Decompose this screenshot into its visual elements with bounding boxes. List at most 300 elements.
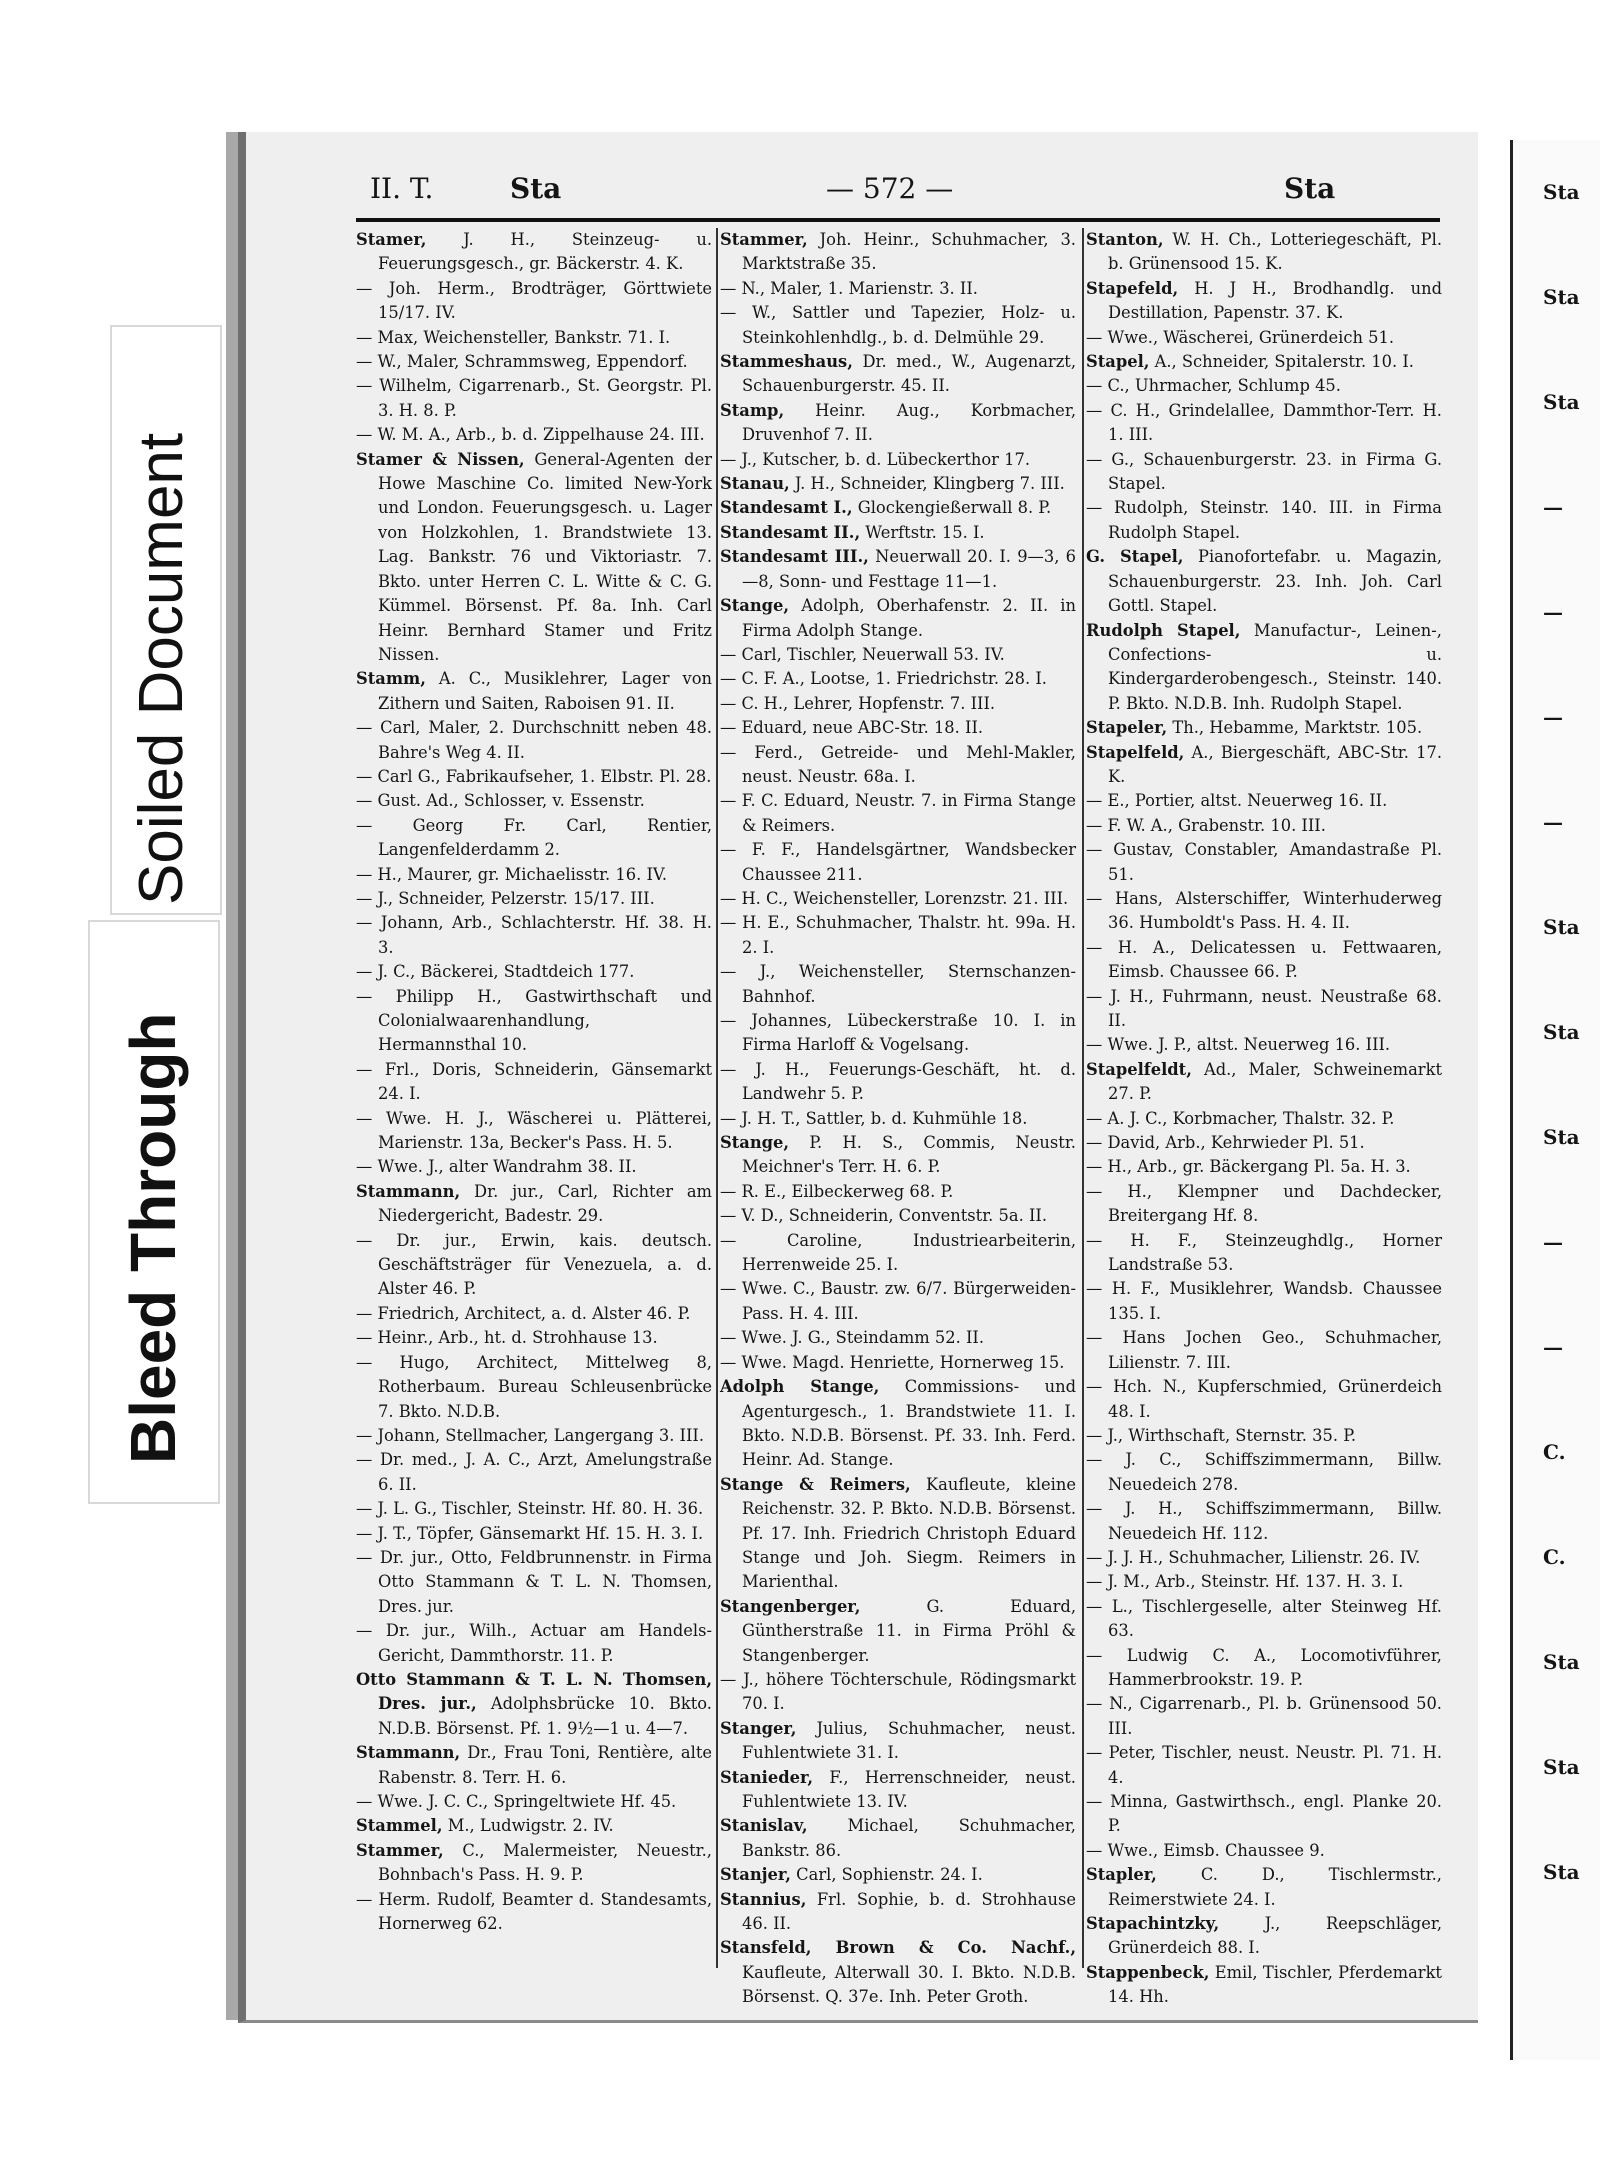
entry-head: Stammeshaus,: [720, 352, 853, 372]
entry-text: J. H., Schneider, Klingberg 7. III.: [794, 474, 1065, 494]
entry-head: Stange,: [720, 1133, 790, 1153]
entry-head: Stannius,: [720, 1889, 807, 1909]
directory-entry: [1086, 1595, 1442, 1644]
edge-fragment: —: [1543, 1230, 1563, 1254]
directory-entry: [356, 887, 712, 911]
edge-fragment: C.: [1543, 1545, 1566, 1569]
entry-text: — J., Schneider, Pelzerstr. 15/17. III.: [356, 888, 655, 908]
directory-entry: [1086, 1644, 1442, 1693]
entry-text: — Wwe. J. G., Steindamm 52. II.: [720, 1328, 984, 1348]
directory-entry: [720, 887, 1076, 911]
directory-entry: [356, 1790, 712, 1814]
directory-entry: [720, 594, 1076, 643]
directory-entry: [356, 1888, 712, 1937]
entry-text: Th., Hebamme, Marktstr. 105.: [1172, 718, 1423, 738]
directory-entry: [720, 667, 1076, 691]
entry-text: — Carl G., Fabrikaufseher, 1. Elbstr. Pl. 28.: [356, 766, 712, 786]
entry-text: Joh. Heinr., Schuhmacher, 3. Marktstraße 35.: [742, 230, 1076, 274]
entry-text: Manufactur-, Leinen-, Confections- u. Kindergarderobengesch., Steinstr. 140. P. Bkto. N.D.B. Inh. Rudolph Stapel.: [1108, 620, 1442, 713]
entry-text: — Wwe. H. J., Wäscherei u. Plätterei, Marienstr. 13a, Becker's Pass. H. 5.: [356, 1108, 712, 1153]
entry-head: Stammel,: [356, 1816, 443, 1836]
directory-entry: [720, 277, 1076, 301]
directory-entry: [720, 1473, 1076, 1595]
entry-head: Stansfeld, Brown & Co. Nachf.,: [720, 1938, 1076, 1958]
column-3: [1086, 228, 1442, 2010]
entry-text: — N., Maler, 1. Marienstr. 3. II.: [720, 278, 978, 298]
directory-entry: [720, 692, 1076, 716]
entry-text: C. D., Tischlermstr., Reimerstwiete 24. I.: [1108, 1865, 1442, 1909]
entry-head: Stamm,: [356, 669, 426, 689]
entry-head: Stammer,: [356, 1840, 444, 1860]
directory-entry: [720, 350, 1076, 399]
directory-entry: [1086, 496, 1442, 545]
directory-entry: [356, 863, 712, 887]
entry-text: Pianofortefabr. u. Magazin, Schauenburgerstr. 23. Inh. Joh. Carl Gottl. Stapel.: [1108, 547, 1442, 616]
entry-head: Standesamt I.,: [720, 498, 853, 518]
bleed-through-stamp: [88, 920, 220, 1504]
entry-head: Stamer,: [356, 230, 427, 249]
entry-text: — A. J. C., Korbmacher, Thalstr. 32. P.: [1086, 1108, 1395, 1128]
directory-entry: [720, 1277, 1076, 1326]
edge-fragment: —: [1543, 1335, 1563, 1359]
entry-text: — C. F. A., Lootse, 1. Friedrichstr. 28. I.: [720, 669, 1047, 689]
entry-text: Frl. Sophie, b. d. Strohhause 46. II.: [742, 1889, 1076, 1934]
section-label: II. T.: [370, 172, 434, 205]
edge-fragment: —: [1543, 600, 1563, 624]
directory-entry: [720, 1131, 1076, 1180]
directory-entry: [356, 423, 712, 447]
directory-entry: [356, 911, 712, 960]
directory-entry: [720, 1351, 1076, 1375]
entry-head: Stapeler,: [1086, 718, 1168, 738]
directory-entry: [1086, 789, 1442, 813]
entry-text: — J. H., Schiffszimmermann, Billw. Neuedeich Hf. 112.: [1086, 1499, 1442, 1543]
directory-entry: [720, 643, 1076, 667]
entry-text: — E., Portier, altst. Neuerweg 16. II.: [1086, 791, 1388, 811]
directory-entry: [1086, 814, 1442, 838]
entry-text: H. J H., Brodhandlg. und Destillation, Papenstr. 37. K.: [1108, 278, 1442, 323]
entry-text: Adolph, Oberhafenstr. 2. II. in Firma Adolph Stange.: [742, 596, 1076, 640]
header-rule: [356, 218, 1440, 222]
entry-head: Stanieder,: [720, 1767, 814, 1787]
entry-text: — Frl., Doris, Schneiderin, Gänsemarkt 24. I.: [356, 1059, 712, 1104]
entry-text: — Wwe. J. P., altst. Neuerweg 16. III.: [1086, 1035, 1391, 1055]
entry-text: — Johann, Stellmacher, Langergang 3. III.: [356, 1425, 705, 1445]
entry-text: — H. C., Weichensteller, Lorenzstr. 21. III.: [720, 888, 1069, 908]
entry-text: — C. H., Lehrer, Hopfenstr. 7. III.: [720, 693, 996, 713]
entry-text: — Johann, Arb., Schlachterstr. Hf. 38. H. 3.: [356, 913, 712, 957]
edge-fragment: Sta: [1543, 1860, 1580, 1884]
directory-entry: [720, 1888, 1076, 1937]
directory-entry: [720, 1936, 1076, 2009]
directory-entry: [1086, 1155, 1442, 1179]
directory-entry: [720, 789, 1076, 838]
directory-entry: [720, 1229, 1076, 1278]
entry-text: — Wwe. C., Baustr. zw. 6/7. Bürgerweiden-Pass. H. 4. III.: [720, 1279, 1076, 1323]
entry-text: — R. E., Eilbeckerweg 68. P.: [720, 1181, 954, 1201]
entry-text: — W. M. A., Arb., b. d. Zippelhause 24. III.: [356, 425, 705, 445]
entry-text: Neuerwall 20. I. 9—3, 6—8, Sonn- und Festtage 11—1.: [742, 547, 1076, 591]
directory-entry: [1086, 936, 1442, 985]
entry-text: — Herm. Rudolf, Beamter d. Standesamts, Hornerweg 62.: [356, 1889, 712, 1934]
entry-text: — Georg Fr. Carl, Rentier, Langenfelderdamm 2.: [356, 815, 712, 860]
directory-entry: [720, 1668, 1076, 1717]
entry-text: Adolphsbrücke 10. Bkto. N.D.B. Börsenst. Pf. 1. 9½—1 u. 4—7.: [378, 1694, 712, 1738]
entry-text: — J. C., Bäckerei, Stadtdeich 177.: [356, 962, 635, 982]
entry-text: — Ferd., Getreide- und Mehl-Makler, neust. Neustr. 68a. I.: [720, 742, 1076, 786]
entry-text: — Carl, Maler, 2. Durchschnitt neben 48. Bahre's Weg 4. II.: [356, 718, 712, 762]
entry-head: Stanton,: [1086, 230, 1164, 249]
entry-text: — W., Maler, Schrammsweg, Eppendorf.: [356, 352, 688, 372]
entry-text: — Dr. jur., Otto, Feldbrunnenstr. in Firma Otto Stammann & T. L. N. Thomsen, Dres. jur.: [356, 1547, 712, 1616]
entry-head: Stammann,: [356, 1181, 461, 1201]
directory-entry: [356, 1668, 712, 1741]
entry-text: — Max, Weichensteller, Bankstr. 71. I.: [356, 327, 671, 347]
entry-text: — Heinr., Arb., ht. d. Strohhause 13.: [356, 1328, 658, 1348]
edge-fragment: Sta: [1543, 180, 1580, 204]
entry-text: — H. A., Delicatessen u. Fettwaaren, Eimsb. Chaussee 66. P.: [1086, 937, 1442, 982]
entry-text: — Carl, Tischler, Neuerwall 53. IV.: [720, 644, 1005, 664]
directory-entry: [356, 1326, 712, 1350]
directory-entry: [1086, 448, 1442, 497]
entry-text: — H. F., Musiklehrer, Wandsb. Chaussee 135. I.: [1086, 1279, 1442, 1323]
directory-entry: [1086, 887, 1442, 936]
entry-text: — Joh. Herm., Brodträger, Görttwiete 15/17. IV.: [356, 278, 712, 323]
entry-text: — Hch. N., Kupferschmied, Grünerdeich 48. I.: [1086, 1377, 1442, 1421]
directory-entry: [720, 1326, 1076, 1350]
directory-entry: [1086, 1497, 1442, 1546]
directory-entry: [720, 1863, 1076, 1887]
edge-fragment: Sta: [1543, 1125, 1580, 1149]
entry-text: — Ludwig C. A., Locomotivführer, Hammerbrookstr. 19. P.: [1086, 1645, 1442, 1689]
directory-entry: [720, 521, 1076, 545]
entry-head: Stapefeld,: [1086, 278, 1179, 298]
directory-entry: [356, 960, 712, 984]
directory-entry: [720, 838, 1076, 887]
directory-entry: [1086, 1570, 1442, 1594]
entry-text: Werftstr. 15. I.: [865, 522, 985, 542]
entry-text: — V. D., Schneiderin, Conventstr. 5a. II.: [720, 1206, 1047, 1226]
edge-fragment: —: [1543, 705, 1563, 729]
entry-text: — J. H. T., Sattler, b. d. Kuhmühle 18.: [720, 1108, 1028, 1128]
entry-text: — Peter, Tischler, neust. Neustr. Pl. 71. H. 4.: [1086, 1743, 1442, 1787]
directory-entry: [356, 448, 712, 668]
entry-text: — Johannes, Lübeckerstraße 10. I. in Firma Harloff & Vogelsang.: [720, 1011, 1076, 1055]
directory-entry: [356, 326, 712, 350]
directory-entry: [720, 1595, 1076, 1668]
entry-text: A. C., Musiklehrer, Lager von Zithern und Saiten, Raboisen 91. II.: [378, 669, 712, 713]
entry-text: — N., Cigarrenarb., Pl. b. Grünensood 50. III.: [1086, 1694, 1442, 1738]
entry-text: P. H. S., Commis, Neustr. Meichner's Terr. H. 6. P.: [742, 1133, 1076, 1177]
directory-entry: [1086, 1033, 1442, 1057]
entry-text: C., Malermeister, Neuestr., Bohnbach's Pass. H. 9. P.: [378, 1840, 712, 1885]
directory-entry: [1086, 1692, 1442, 1741]
directory-entry: [720, 1814, 1076, 1863]
entry-text: — Gust. Ad., Schlosser, v. Essenstr.: [356, 791, 645, 811]
entry-head: Stapel,: [1086, 352, 1150, 372]
entry-text: Dr., Frau Toni, Rentière, alte Rabenstr. 8. Terr. H. 6.: [378, 1743, 712, 1787]
entry-text: — J. T., Töpfer, Gänsemarkt Hf. 15. H. 3. I.: [356, 1523, 704, 1543]
directory-entry: [356, 1546, 712, 1619]
directory-entry: [1086, 1790, 1442, 1839]
directory-entry: [720, 399, 1076, 448]
directory-entry: [1086, 1546, 1442, 1570]
entry-text: — H. F., Steinzeughdlg., Horner Landstraße 53.: [1086, 1230, 1442, 1275]
directory-entry: [356, 765, 712, 789]
entry-head: Standesamt III.,: [720, 547, 869, 567]
entry-head: Standesamt II.,: [720, 522, 861, 542]
column-separator: [1082, 228, 1084, 1968]
directory-entry: [720, 960, 1076, 1009]
entry-head: Stange & Reimers,: [720, 1474, 911, 1494]
edge-fragment: Sta: [1543, 390, 1580, 414]
bleed-through-text: Bleed Through: [117, 1012, 189, 1464]
entry-head: Stapachintzky,: [1086, 1914, 1220, 1934]
edge-fragment: C.: [1543, 1440, 1566, 1464]
entry-text: J., Reepschläger, Grünerdeich 88. I.: [1108, 1914, 1442, 1958]
entry-text: Ad., Maler, Schweinemarkt 27. P.: [1108, 1059, 1442, 1104]
directory-entry: [720, 1107, 1076, 1131]
entry-text: — F. C. Eduard, Neustr. 7. in Firma Stange & Reimers.: [720, 791, 1076, 835]
directory-entry: [720, 1766, 1076, 1815]
directory-entry: [720, 1204, 1076, 1228]
directory-entry: [356, 1058, 712, 1107]
entry-text: G. Eduard, Güntherstraße 11. in Firma Pröhl & Stangenberger.: [742, 1596, 1076, 1665]
entry-text: Heinr. Aug., Korbmacher, Druvenhof 7. II.: [742, 400, 1076, 445]
entry-text: Emil, Tischler, Pferdemarkt 14. Hh.: [1108, 1962, 1442, 2007]
entry-head: Stamer & Nissen,: [356, 449, 525, 469]
entry-text: — J. J. H., Schuhmacher, Lilienstr. 26. IV.: [1086, 1547, 1421, 1567]
entry-text: — G., Schauenburgerstr. 23. in Firma G. Stapel.: [1086, 449, 1442, 494]
entry-head: Stapelfeldt,: [1086, 1059, 1192, 1079]
directory-entry: [356, 1155, 712, 1179]
directory-entry: [1086, 1058, 1442, 1107]
directory-entry: [1086, 716, 1442, 740]
entry-head: Otto Stammann & T. L. N. Thomsen, Dres. jur.,: [356, 1669, 712, 1714]
directory-entry: [720, 228, 1076, 277]
column-2: [720, 228, 1076, 2010]
page-number: — 572 —: [826, 172, 954, 205]
directory-entry: [1086, 1375, 1442, 1424]
entry-text: — H. E., Schuhmacher, Thalstr. ht. 99a. H. 2. I.: [720, 913, 1076, 957]
directory-entry: [720, 301, 1076, 350]
column-separator: [716, 228, 718, 1968]
entry-text: — Hans Jochen Geo., Schuhmacher, Lilienstr. 7. III.: [1086, 1328, 1442, 1372]
entry-text: — J., Wirthschaft, Sternstr. 35. P.: [1086, 1425, 1357, 1445]
directory-entry: [1086, 1107, 1442, 1131]
directory-entry: [1086, 741, 1442, 790]
directory-entry: [1086, 545, 1442, 618]
directory-entry: [356, 1814, 712, 1838]
edge-fragment: Sta: [1543, 1755, 1580, 1779]
directory-entry: [356, 1522, 712, 1546]
directory-entry: [356, 277, 712, 326]
directory-entry: [1086, 985, 1442, 1034]
directory-entry: [356, 228, 712, 277]
directory-entry: [356, 667, 712, 716]
entry-text: Glockengießerwall 8. P.: [857, 498, 1052, 518]
entry-head: G. Stapel,: [1086, 547, 1184, 567]
directory-entry: [1086, 1229, 1442, 1278]
entry-text: — J. L. G., Tischler, Steinstr. Hf. 80. H. 36.: [356, 1499, 704, 1519]
entry-text: — H., Klempner und Dachdecker, Breitergang Hf. 8.: [1086, 1181, 1442, 1226]
entry-text: — J., Weichensteller, Sternschanzen-Bahnhof.: [720, 962, 1076, 1006]
directory-entry: [356, 789, 712, 813]
entry-text: — F. W. A., Grabenstr. 10. III.: [1086, 815, 1326, 835]
entry-text: A., Biergeschäft, ABC-Str. 17. K.: [1108, 742, 1442, 786]
directory-entry: [1086, 1180, 1442, 1229]
entry-text: — J., höhere Töchterschule, Rödingsmarkt 70. I.: [720, 1669, 1076, 1714]
directory-entry: [356, 1424, 712, 1448]
entry-text: Dr. jur., Carl, Richter am Niedergericht, Badestr. 29.: [378, 1181, 712, 1226]
edge-fragment: Sta: [1543, 1650, 1580, 1674]
directory-entry: [1086, 1277, 1442, 1326]
directory-entry: [1086, 1863, 1442, 1912]
entry-head: Stamp,: [720, 400, 785, 420]
entry-text: General-Agenten der Howe Maschine Co. limited New-York und London. Feuerungsgesch. u. Lager von Holzkohlen, 1. Brandstwiete 13. Lag. Bankstr. 76 und Viktoriastr. 7. Bkto. unter Herren C. L. Witte & C. G. Kümmel. Börsenst. Pf. 8a. Inh. Carl Heinr. Bernhard Stamer und Fritz Nissen.: [378, 449, 712, 664]
entry-text: — Gustav, Constabler, Amandastraße Pl. 51.: [1086, 840, 1442, 884]
entry-text: — C., Uhrmacher, Schlump 45.: [1086, 376, 1341, 396]
soiled-document-stamp: [110, 325, 222, 915]
entry-text: — Friedrich, Architect, a. d. Alster 46. P.: [356, 1303, 691, 1323]
entry-text: — Hans, Alsterschiffer, Winterhuderweg 36. Humboldt's Pass. H. 4. II.: [1086, 888, 1442, 933]
entry-text: — J. M., Arb., Steinstr. Hf. 137. H. 3. I.: [1086, 1572, 1404, 1592]
entry-text: Michael, Schuhmacher, Bankstr. 86.: [742, 1816, 1076, 1860]
entry-text: Julius, Schuhmacher, neust. Fuhlentwiete 31. I.: [742, 1718, 1076, 1763]
directory-entry: [1086, 228, 1442, 277]
entry-head: Stangenberger,: [720, 1596, 861, 1616]
directory-page: [238, 132, 1478, 2023]
entry-text: Dr. med., W., Augenarzt, Schauenburgerstr. 45. II.: [742, 352, 1076, 396]
edge-fragment: Sta: [1543, 285, 1580, 309]
directory-entry: [720, 448, 1076, 472]
directory-entry: [720, 1058, 1076, 1107]
column-1: [356, 228, 712, 1936]
entry-text: — J. C., Schiffszimmermann, Billw. Neuedeich 278.: [1086, 1450, 1442, 1494]
directory-entry: [720, 545, 1076, 594]
entry-text: Kaufleute, Alterwall 30. I. Bkto. N.D.B. Börsenst. Q. 37e. Inh. Peter Groth.: [742, 1962, 1076, 2007]
directory-entry: [1086, 1424, 1442, 1448]
entry-text: Carl, Sophienstr. 24. I.: [796, 1865, 983, 1885]
entry-head: Stammann,: [356, 1743, 461, 1763]
entry-text: J. H., Steinzeug- u. Feuerungsgesch., gr. Bäckerstr. 4. K.: [378, 230, 712, 274]
entry-text: — J. H., Feuerungs-Geschäft, ht. d. Landwehr 5. P.: [720, 1059, 1076, 1104]
directory-entry: [356, 1302, 712, 1326]
entry-head: Stanger,: [720, 1718, 797, 1738]
entry-text: — H., Maurer, gr. Michaelisstr. 16. IV.: [356, 864, 667, 884]
entry-text: A., Schneider, Spitalerstr. 10. I.: [1154, 352, 1414, 372]
directory-entry: [1086, 1912, 1442, 1961]
entry-text: — David, Arb., Kehrwieder Pl. 51.: [1086, 1133, 1365, 1153]
directory-entry: [356, 814, 712, 863]
entry-head: Adolph Stange,: [720, 1377, 880, 1397]
entry-text: — Hugo, Architect, Mittelweg 8, Rotherbaum. Bureau Schleusenbrücke 7. Bkto. N.D.B.: [356, 1352, 712, 1421]
entry-head: Stanau,: [720, 474, 790, 494]
entry-text: Commissions- und Agenturgesch., 1. Brandstwiete 11. I. Bkto. N.D.B. Börsenst. Pf. 33. Inh. Ferd. Heinr. Ad. Stange.: [742, 1377, 1076, 1470]
entry-text: — C. H., Grindelallee, Dammthor-Terr. H. 1. III.: [1086, 400, 1442, 445]
page-header: [246, 172, 1478, 212]
entry-text: — Eduard, neue ABC-Str. 18. II.: [720, 718, 984, 738]
entry-head: Stanjer,: [720, 1865, 791, 1885]
directory-entry: [1086, 1741, 1442, 1790]
entry-text: — Philipp H., Gastwirthschaft und Colonialwaarenhandlung, Hermannsthal 10.: [356, 986, 712, 1055]
edge-fragment: Sta: [1543, 1020, 1580, 1044]
entry-head: Stapelfeld,: [1086, 742, 1185, 762]
entry-text: — Wwe., Wäscherei, Grünerdeich 51.: [1086, 327, 1394, 347]
directory-entry: [720, 1180, 1076, 1204]
entry-text: — Rudolph, Steinstr. 140. III. in Firma Rudolph Stapel.: [1086, 498, 1442, 542]
directory-entry: [356, 374, 712, 423]
entry-text: — Wwe. J. C. C., Springeltwiete Hf. 45.: [356, 1792, 677, 1811]
directory-entry: [356, 1497, 712, 1521]
entry-head: Stammer,: [720, 230, 808, 249]
entry-text: — H., Arb., gr. Bäckergang Pl. 5a. H. 3.: [1086, 1157, 1411, 1177]
entry-text: — L., Tischlergeselle, alter Steinweg Hf. 63.: [1086, 1596, 1442, 1641]
entry-head: Rudolph Stapel,: [1086, 620, 1241, 640]
entry-text: — Minna, Gastwirthsch., engl. Planke 20. P.: [1086, 1792, 1442, 1836]
directory-entry: [1086, 1839, 1442, 1863]
directory-entry: [720, 716, 1076, 740]
directory-entry: [356, 1448, 712, 1497]
directory-entry: [1086, 1131, 1442, 1155]
running-head-right: Sta: [1284, 172, 1336, 205]
entry-text: — J. H., Fuhrmann, neust. Neustraße 68. II.: [1086, 986, 1442, 1030]
entry-text: — Caroline, Industriearbeiterin, Herrenweide 25. I.: [720, 1230, 1076, 1275]
directory-entry: [720, 1375, 1076, 1473]
entry-text: — Wwe. Magd. Henriette, Hornerweg 15.: [720, 1352, 1065, 1372]
directory-entry: [356, 985, 712, 1058]
entry-text: — Dr. jur., Erwin, kais. deutsch. Geschäftsträger für Venezuela, a. d. Alster 46. P.: [356, 1230, 712, 1299]
directory-entry: [356, 1107, 712, 1156]
edge-fragment: —: [1543, 810, 1563, 834]
directory-entry: [1086, 374, 1442, 398]
directory-entry: [720, 496, 1076, 520]
directory-entry: [356, 1351, 712, 1424]
entry-text: — Wwe., Eimsb. Chaussee 9.: [1086, 1840, 1325, 1860]
running-head-left: Sta: [510, 172, 562, 205]
directory-entry: [1086, 838, 1442, 887]
edge-fragment: —: [1543, 495, 1563, 519]
directory-entry: [356, 350, 712, 374]
directory-entry: [356, 1839, 712, 1888]
entry-text: Kaufleute, kleine Reichenstr. 32. P. Bkto. N.D.B. Börsenst. Pf. 17. Inh. Friedrich Christoph Eduard Stange und Joh. Siegm. Reimers in Marienthal.: [742, 1474, 1076, 1592]
directory-entry: [1086, 277, 1442, 326]
directory-entry: [1086, 350, 1442, 374]
directory-entry: [356, 716, 712, 765]
directory-entry: [720, 1717, 1076, 1766]
entry-head: Stange,: [720, 596, 790, 616]
directory-entry: [720, 911, 1076, 960]
entry-text: W. H. Ch., Lotteriegeschäft, Pl. b. Grünensood 15. K.: [1108, 230, 1442, 274]
entry-text: — Dr. med., J. A. C., Arzt, Amelungstraße 6. II.: [356, 1450, 712, 1494]
soiled-document-text: Soiled Document: [127, 432, 196, 905]
entry-text: — Wwe. J., alter Wandrahm 38. II.: [356, 1157, 637, 1177]
edge-fragment: Sta: [1543, 915, 1580, 939]
directory-entry: [1086, 399, 1442, 448]
directory-entry: [356, 1741, 712, 1790]
directory-entry: [1086, 1448, 1442, 1497]
entry-text: — W., Sattler und Tapezier, Holz- u. Steinkohlenhdlg., b. d. Delmühle 29.: [720, 303, 1076, 347]
entry-text: M., Ludwigstr. 2. IV.: [447, 1816, 614, 1836]
directory-entry: [720, 1009, 1076, 1058]
directory-entry: [356, 1619, 712, 1668]
entry-head: Stanislav,: [720, 1816, 808, 1836]
directory-entry: [1086, 619, 1442, 717]
directory-entry: [356, 1229, 712, 1302]
directory-entry: [1086, 1961, 1442, 2010]
adjacent-page-edge: [1510, 140, 1600, 2060]
directory-entry: [720, 472, 1076, 496]
